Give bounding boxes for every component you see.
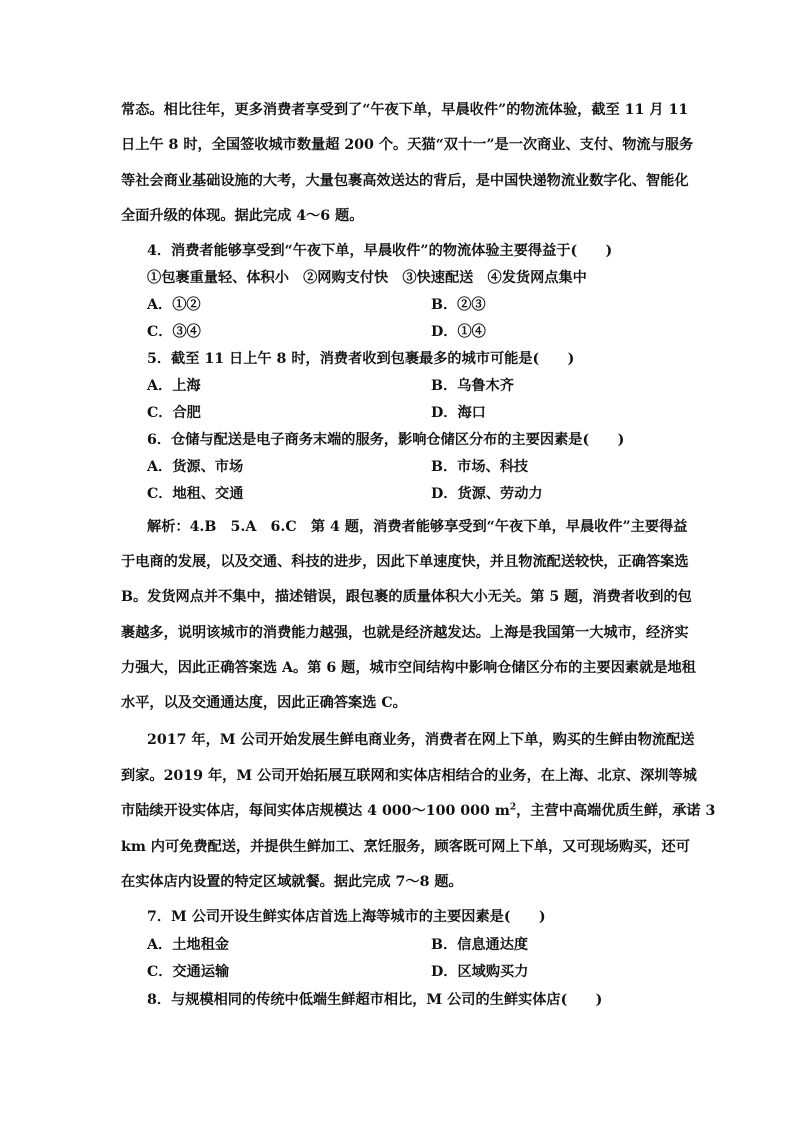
q7-option-a: A．土地租金 [147, 937, 229, 953]
q7-option-c: C．交通运输 [147, 964, 230, 980]
q4-option-b: B．②③ [431, 297, 486, 313]
q6-option-d: D．货源、劳动力 [431, 486, 543, 502]
q6-option-b: B．市场、科技 [431, 459, 529, 475]
passage2-line-2: 到家。2019 年，M 公司开始拓展互联网和实体店相结合的业务，在上海、北京、深圳等城 [121, 768, 697, 784]
q6-option-a: A．货源、市场 [147, 459, 244, 475]
intro-line-3: 等社会商业基础设施的大考，大量包裹高效送达的背后，是中国快递物流业数字化、智能化 [121, 173, 689, 189]
analysis-line-5: 力强大，因此正确答案选 A。第 6 题，城市空间结构中影响仓储区分布的主要因素就是地租 [121, 660, 696, 676]
q7-option-d: D．区域购买力 [431, 964, 529, 980]
intro-line-2: 日上午 8 时，全国签收城市数量超 200 个。天猫“双十一”是一次商业、支付、物流与服务 [121, 137, 694, 153]
q6-option-c: C．地租、交通 [147, 486, 244, 502]
analysis-line-6: 水平，以及交通通达度，因此正确答案选 C。 [121, 695, 407, 711]
q4-option-a: A．①② [147, 297, 201, 313]
analysis-line-3: B。发货网点并不集中，描述错误，跟包裹的质量体积大小无关。第 5 题，消费者收到的包 [121, 589, 692, 605]
analysis-line-1: 解析：4.B 5.A 6.C 第 4 题，消费者能够享受到“午夜下单，早晨收件”主要得益 [147, 519, 688, 535]
passage2-line-3 [121, 801, 715, 821]
q4-stem: 4．消费者能够享受到“午夜下单，早晨收件”的物流体验主要得益于( ) [147, 243, 613, 259]
q6-stem: 6．仓储与配送是电子商务末端的服务，影响仓储区分布的主要因素是( ) [147, 432, 625, 448]
passage2-line-5: 在实体店内设置的特定区域就餐。据此完成 7～8 题。 [121, 874, 463, 890]
q5-stem: 5．截至 11 日上午 8 时，消费者收到包裹最多的城市可能是( ) [147, 351, 575, 367]
q7-stem: 7．M 公司开设生鲜实体店首选上海等城市的主要因素是( ) [147, 909, 546, 925]
intro-line-4: 全面升级的体现。据此完成 4～6 题。 [121, 208, 364, 224]
q7-option-b: B．信息通达度 [431, 937, 529, 953]
intro-line-1: 常态。相比往年，更多消费者享受到了“午夜下单，早晨收件”的物流体验，截至 11 月 11 [121, 102, 689, 118]
q4-option-d: D．①④ [431, 324, 486, 340]
q8-stem: 8．与规模相同的传统中低端生鲜超市相比，M 公司的生鲜实体店( ) [147, 992, 603, 1008]
analysis-line-4: 裹越多，说明该城市的消费能力越强，也就是经济越发达。上海是我国第一大城市，经济实 [121, 625, 689, 641]
q4-items: ①包裹重量轻、体积小 ②网购支付快 ③快速配送 ④发货网点集中 [147, 270, 587, 286]
superscript-2: 2 [509, 802, 517, 813]
passage2-line-3-tail: ，主营中高端优质生鲜，承诺 3 [516, 803, 716, 819]
q5-option-a: A．上海 [147, 378, 201, 394]
q5-option-c: C．合肥 [147, 405, 201, 421]
q5-option-b: B．乌鲁木齐 [431, 378, 514, 394]
q5-option-d: D．海口 [431, 405, 486, 421]
passage2-line-1: 2017 年，M 公司开始发展生鲜电商业务，消费者在网上下单，购买的生鲜由物流配送 [147, 732, 695, 748]
analysis-line-2: 于电商的发展，以及交通、科技的进步，因此下单速度快，并且物流配送较快，正确答案选 [121, 554, 689, 570]
q4-option-c: C．③④ [147, 324, 201, 340]
passage2-line-3-main: 市陆续开设实体店，每间实体店规模达 4 000～100 000 m [121, 803, 510, 819]
passage2-line-4: km 内可免费配送，并提供生鲜加工、烹饪服务，顾客既可网上下单，又可现场购买，还可 [121, 839, 690, 855]
